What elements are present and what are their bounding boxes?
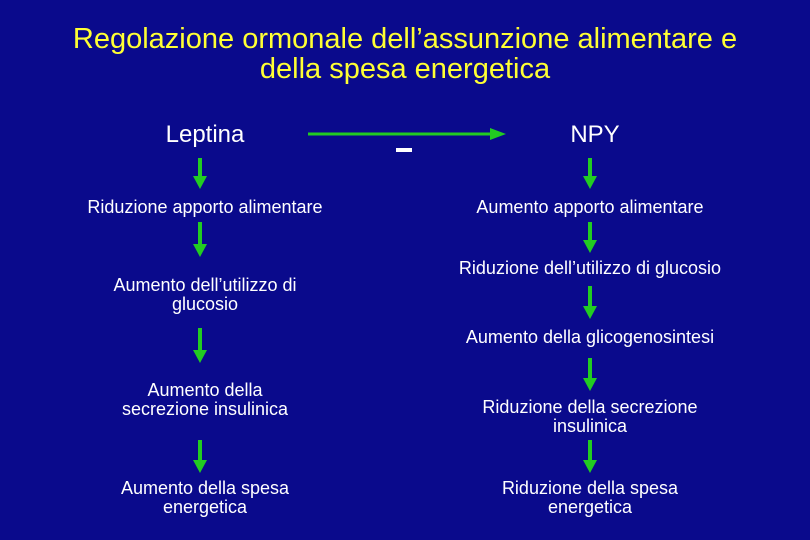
npy-step-1: Aumento apporto alimentare (476, 197, 704, 217)
down-arrow-icon (581, 158, 599, 190)
inhibition-minus-icon (396, 148, 412, 152)
leptin-to-npy-arrow (308, 126, 508, 142)
down-arrow-icon (191, 440, 209, 474)
npy-step-3: Aumento della glicogenosintesi (465, 327, 715, 347)
npy-step-2: Riduzione dell’utilizzo di glucosio (458, 258, 722, 278)
npy-step-4: Riduzione della secrezione insulinica (482, 397, 698, 436)
down-arrow-icon (581, 440, 599, 474)
title-line-1: Regolazione ormonale dell’assunzione alimentare e (72, 23, 738, 55)
down-arrow-icon (191, 158, 209, 190)
down-arrow-icon (581, 358, 599, 392)
leptin-header: Leptina (165, 121, 245, 148)
leptin-step-2: Aumento dell’utilizzo di glucosio (113, 275, 297, 314)
down-arrow-icon (191, 222, 209, 258)
leptin-step-4: Aumento della spesa energetica (120, 478, 290, 517)
npy-header: NPY (570, 121, 620, 148)
npy-step-5: Riduzione della spesa energetica (501, 478, 679, 517)
down-arrow-icon (581, 222, 599, 254)
down-arrow-icon (191, 328, 209, 364)
down-arrow-icon (581, 286, 599, 320)
title-line-2: della spesa energetica (259, 53, 551, 85)
leptin-step-1: Riduzione apporto alimentare (87, 197, 323, 217)
page-title (0, 24, 810, 84)
leptin-step-3: Aumento della secrezione insulinica (121, 380, 289, 419)
